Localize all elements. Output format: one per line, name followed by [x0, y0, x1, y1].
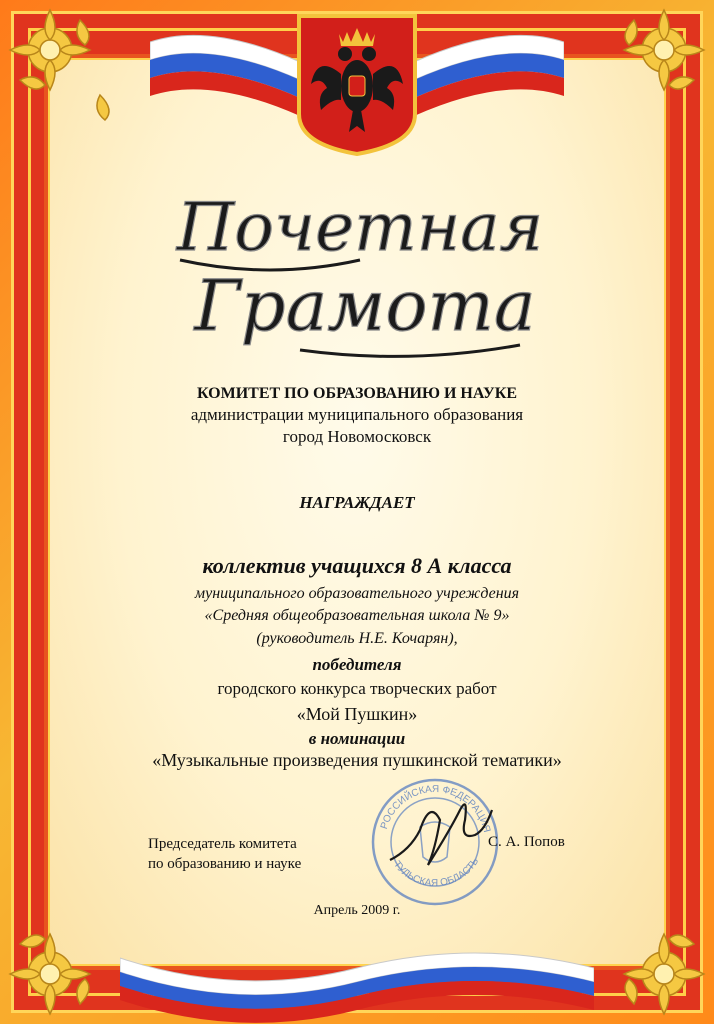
coat-of-arms-icon — [297, 14, 417, 156]
institution-line-1: муниципального образовательного учреждения — [194, 585, 520, 602]
awards-heading: НАГРАЖДАЕТ — [299, 493, 415, 512]
title-line-1: Почетная — [176, 189, 544, 266]
issuer-line-2: администрации муниципального образования — [190, 405, 524, 424]
certificate-title — [150, 160, 570, 370]
recipient: коллектив учащихся 8 А класса — [202, 553, 512, 578]
issuer-line-3: город Новомосковск — [282, 427, 432, 446]
issuer-line-1: КОМИТЕТ ПО ОБРАЗОВАНИЮ И НАУКЕ — [196, 385, 518, 402]
issue-date: Апрель 2009 г. — [313, 903, 401, 918]
contest-line: городского конкурса творческих работ — [217, 679, 497, 698]
winner-label: победителя — [312, 655, 402, 674]
bottom-tricolor-ribbon — [120, 948, 594, 1024]
stamp-text-bottom: ТУЛЬСКАЯ ОБЛАСТЬ — [391, 856, 482, 890]
contest-name: «Мой Пушкин» — [296, 704, 418, 724]
institution-line-2: «Средняя общеобразовательная школа № 9» — [204, 607, 510, 624]
nomination: «Музыкальные произведения пушкинской тематики» — [152, 750, 562, 770]
corner-ornament-top-right — [584, 0, 714, 130]
signer-title-line-1: Председатель комитета — [148, 836, 297, 852]
signer-title — [148, 834, 301, 874]
stamp-text-top: РОССИЙСКАЯ ФЕДЕРАЦИЯ — [378, 783, 493, 834]
signature — [380, 780, 500, 880]
signer-name: С. А. Попов — [488, 834, 565, 850]
corner-ornament-top-left — [0, 0, 130, 130]
signer-title-line-2: по образованию и науке — [148, 856, 302, 872]
title-line-2: Грамота — [194, 265, 536, 347]
supervisor: (руководитель Н.Е. Кочарян), — [256, 630, 458, 647]
nomination-label: в номинации — [308, 729, 406, 748]
